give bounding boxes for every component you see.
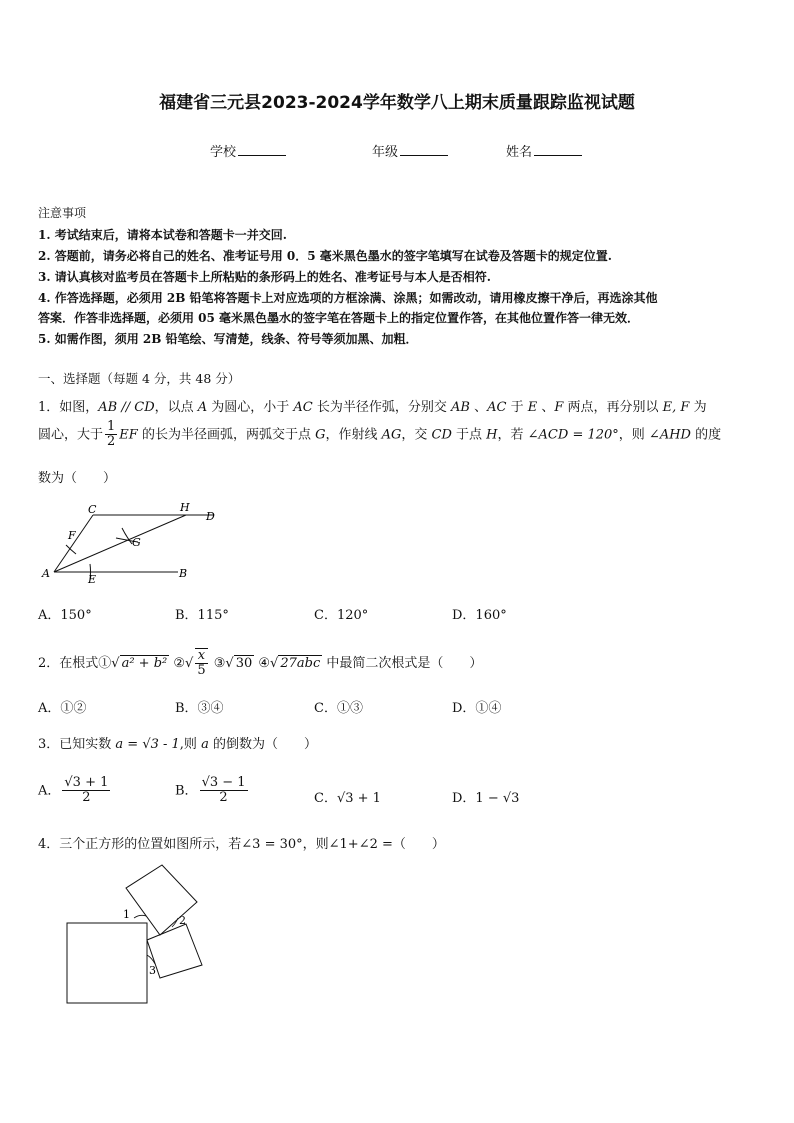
- fraction-denominator: 2: [219, 790, 228, 806]
- name-label: 姓名: [506, 145, 533, 160]
- q2-option-b[interactable]: B．③④: [175, 701, 224, 716]
- q1-text: 于点: [451, 427, 487, 443]
- q1-math: G: [315, 427, 326, 443]
- q1-text: 两点，再分别以: [563, 400, 663, 415]
- large-square: [67, 923, 147, 1003]
- school-label: 学校: [210, 145, 237, 160]
- q3-option-d[interactable]: D．1 − √3: [452, 791, 520, 806]
- q2-text: 中最简二次根式是（ ）: [322, 655, 483, 671]
- label-e: E: [88, 573, 97, 586]
- q2-text: ②: [169, 655, 186, 671]
- q2-text: ③: [209, 655, 226, 671]
- option-label: B．: [175, 783, 198, 799]
- question-4: 4．三个正方形的位置如图所示，若∠3 = 30°，则∠1+∠2 =（ ）: [38, 837, 445, 852]
- q3-text: ,则: [179, 737, 202, 752]
- label-d: D: [206, 510, 215, 523]
- note-item: 答案．作答非选择题，必须用 05 毫米黑色墨水的签字笔在答题卡上的指定位置作答，在其他位置作答一律无效．: [38, 311, 640, 325]
- option-fraction: [200, 776, 248, 806]
- q1-text: 1．如图，: [38, 400, 99, 415]
- label-g: G: [132, 536, 141, 549]
- q1-text: ，以点: [154, 400, 198, 415]
- question-1-line-1: [38, 396, 707, 415]
- angle-label-2: 2: [179, 914, 186, 927]
- q2-option-d[interactable]: D．①④: [452, 701, 502, 716]
- q1-text: 长为半径作弧，分别交: [312, 400, 452, 415]
- grade-label: 年级: [372, 145, 399, 160]
- q1-option-a[interactable]: A．150°: [38, 608, 92, 623]
- school-field: [210, 141, 286, 160]
- q1-math: ∠AHD: [648, 427, 691, 443]
- q1-math: H: [486, 427, 498, 443]
- grade-blank: [400, 143, 448, 156]
- q1-text: 的度: [690, 427, 722, 443]
- q1-math: A: [197, 400, 208, 415]
- q1-text: ，则: [618, 427, 649, 443]
- q1-option-b[interactable]: B．115°: [175, 608, 229, 623]
- q1-text: ，交: [401, 427, 432, 443]
- note-item: 3. 请认真核对监考员在答题卡上所粘贴的条形码上的姓名、准考证号与本人是否相符.: [38, 270, 491, 284]
- q1-text: 、: [537, 400, 555, 415]
- q3-text: 3．已知实数: [38, 737, 116, 752]
- school-blank: [238, 143, 286, 156]
- q3-text: 的倒数为（ ）: [208, 737, 317, 752]
- angle-label-3: 3: [149, 964, 156, 977]
- q3-option-a[interactable]: [38, 776, 112, 806]
- q3-option-b[interactable]: [175, 776, 250, 806]
- fraction-denominator: 2: [82, 790, 91, 806]
- radical-1: a² + b²: [121, 655, 168, 671]
- q3-option-c[interactable]: C．√3 + 1: [314, 791, 381, 806]
- grade-field: [372, 141, 448, 160]
- option-label: A．: [38, 783, 61, 799]
- question-2: 2．在根式①√ a² + b² ②√ $\frac{x}{5}$ ③√ 30 ④√ 27abc 中最简二次根式是（ ）: [38, 648, 483, 679]
- q3-math: a: [201, 737, 209, 752]
- fraction-numerator: x: [195, 649, 207, 664]
- fraction-denominator: 5: [197, 663, 206, 679]
- angle-2-arc: [172, 918, 178, 927]
- q1-math: E: [527, 400, 538, 415]
- question-3: [38, 733, 317, 752]
- radical-2-fraction: [195, 648, 207, 679]
- q1-math: AG: [381, 427, 402, 443]
- q1-text: 于: [506, 400, 528, 415]
- note-item: 5. 如需作图，须用 2B 铅笔绘、写清楚，线条、符号等须加黑、加粗．: [38, 332, 418, 346]
- q2-text: 2．在根式①: [38, 655, 112, 671]
- q1-math: AC: [293, 400, 313, 415]
- label-c: C: [88, 503, 97, 516]
- q1-text: 的长为半径画弧，两弧交于点: [137, 427, 316, 443]
- q2-option-a[interactable]: A．①②: [38, 701, 87, 716]
- q1-math: AB // CD: [98, 400, 155, 415]
- q2-option-c[interactable]: C．①③: [314, 701, 363, 716]
- fraction-denominator: 2: [107, 434, 116, 450]
- note-item: 1. 考试结束后，请将本试卷和答题卡一并交回.: [38, 228, 287, 242]
- name-blank: [534, 143, 582, 156]
- radical-4: 27abc: [280, 655, 321, 671]
- section-heading: 一、选择题（每题 4 分，共 48 分）: [38, 371, 241, 386]
- option-fraction: [62, 776, 110, 806]
- q1-math: CD: [431, 427, 452, 443]
- fraction-numerator: √3 + 1: [64, 775, 109, 790]
- fraction-numerator: √3 − 1: [201, 775, 246, 790]
- q1-option-d[interactable]: D．160°: [452, 608, 507, 623]
- notes-heading: 注意事项: [38, 206, 87, 220]
- q1-math: AB: [451, 400, 470, 415]
- q1-math: F: [554, 400, 564, 415]
- q1-text: 、: [469, 400, 488, 415]
- label-f: F: [68, 529, 76, 542]
- q1-text: 圆心，大于: [38, 427, 104, 443]
- label-b: B: [179, 567, 188, 580]
- note-item: 2. 答题前，请务必将自己的姓名、准考证号用 0．5 毫米黑色墨水的签字笔填写在试卷及答题卡的规定位置.: [38, 249, 612, 263]
- angle-label-1: 1: [123, 908, 130, 921]
- q1-math: ∠ACD = 120°: [527, 427, 619, 443]
- q1-text: ，若: [497, 427, 528, 443]
- page-title: 福建省三元县2023-2024学年数学八上期末质量跟踪监视试题: [159, 93, 635, 113]
- question-1-line-3: 数为（ ）: [38, 471, 117, 486]
- q1-fraction: [105, 420, 117, 450]
- angle-1-arc: [134, 915, 146, 918]
- q2-text: ④: [254, 655, 271, 671]
- q1-text: ，作射线: [325, 427, 382, 443]
- note-item: 4. 作答选择题，必须用 2B 铅笔将答题卡上对应选项的方框涂满、涂黑；如需改动，请用橡皮擦干净后，再选涂其他: [38, 291, 658, 305]
- q1-math: AC: [487, 400, 507, 415]
- label-h: H: [180, 501, 190, 514]
- q1-geometry-figure: [38, 498, 228, 588]
- label-a: A: [42, 567, 50, 580]
- q1-text: 为: [689, 400, 707, 415]
- name-field: [506, 141, 582, 160]
- question-1-line-2: [38, 420, 721, 450]
- q3-math: a = √3 - 1: [115, 737, 180, 752]
- radical-3: 30: [235, 655, 253, 671]
- fraction-numerator: 1: [107, 419, 116, 434]
- q1-text: 为圆心，小于: [207, 400, 294, 415]
- q4-squares-figure: [60, 860, 210, 1010]
- q1-math: E, F: [662, 400, 690, 415]
- q1-option-c[interactable]: C．120°: [314, 608, 369, 623]
- q1-math: EF: [119, 427, 138, 443]
